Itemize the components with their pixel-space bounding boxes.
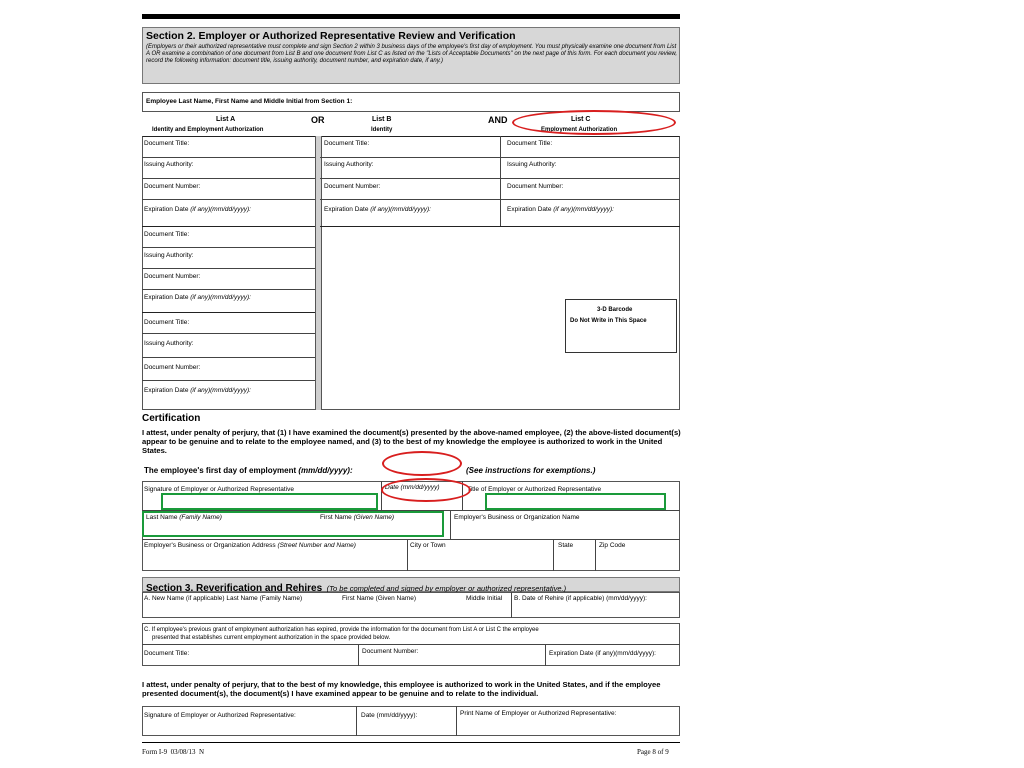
employee-name-label: Employee Last Name, First Name and Middle Initial from Section 1: xyxy=(146,98,353,105)
section3-doc-number[interactable]: Document Number: xyxy=(362,648,419,655)
zip-label[interactable]: Zip Code xyxy=(599,542,626,549)
certification-text: I attest, under penalty of perjury, that (1) I have examined the document(s) presented by the above-named employee, (2) the above-listed document(s) appear to be genuine and to relate to the employee named, and (3) to the best of my knowledge the employee is authorized to work in the United States. xyxy=(142,428,681,455)
first-day-line: The employee's first day of employment (mm/dd/yyyy): xyxy=(144,466,353,475)
top-rule xyxy=(142,14,680,19)
exemptions-note: (See instructions for exemptions.) xyxy=(466,466,596,475)
section3-title-line: Section 3. Reverification and Rehires (To be completed and signed by employer or authorized representative.) xyxy=(146,583,567,594)
a2-issuing[interactable]: Issuing Authority: xyxy=(144,252,194,259)
section3-a-first[interactable]: First Name (Given Name) xyxy=(342,595,417,602)
form-id: Form I-9 03/08/13 N xyxy=(142,748,205,756)
address-label[interactable]: Employer's Business or Organization Address (Street Number and Name) xyxy=(144,542,356,549)
page-number: Page 8 of 9 xyxy=(637,748,669,756)
c-issuing[interactable]: Issuing Authority: xyxy=(507,161,557,168)
list-c-title: List C xyxy=(571,116,591,123)
date-label[interactable]: Date (mm/dd/yyyy) xyxy=(385,484,440,491)
c-doc-number[interactable]: Document Number: xyxy=(507,183,564,190)
section2-title: Section 2. Employer or Authorized Representative Review and Verification xyxy=(146,30,516,42)
name-highlight[interactable] xyxy=(142,511,444,537)
signature-highlight[interactable] xyxy=(161,493,378,510)
a3-exp[interactable]: Expiration Date (if any)(mm/dd/yyyy): xyxy=(144,387,251,394)
section3-c-line2: presented that establishes current employment authorization in the space provided below. xyxy=(152,635,391,641)
section3-b-label[interactable]: B. Date of Rehire (if applicable) (mm/dd/yyyy): xyxy=(514,595,647,602)
section3-exp[interactable]: Expiration Date (if any)(mm/dd/yyyy): xyxy=(549,650,656,657)
a2-exp[interactable]: Expiration Date (if any)(mm/dd/yyyy): xyxy=(144,294,251,301)
section3-date-label[interactable]: Date (mm/dd/yyyy): xyxy=(361,712,418,719)
state-label[interactable]: State xyxy=(558,542,574,549)
section3-print-label[interactable]: Print Name of Employer or Authorized Representative: xyxy=(460,710,617,717)
list-b-sub: Identity xyxy=(371,127,393,133)
a3-doc-number[interactable]: Document Number: xyxy=(144,364,201,371)
city-label[interactable]: City or Town xyxy=(410,542,446,549)
list-b-title: List B xyxy=(372,116,392,123)
a3-doc-title[interactable]: Document Title: xyxy=(144,319,190,326)
a2-doc-number[interactable]: Document Number: xyxy=(144,273,201,280)
section3-a-middle[interactable]: Middle Initial xyxy=(466,595,503,602)
or-label: OR xyxy=(311,115,325,125)
section3-doc-title[interactable]: Document Title: xyxy=(144,650,190,657)
b-doc-number[interactable]: Document Number: xyxy=(324,183,381,190)
a1-doc-number[interactable]: Document Number: xyxy=(144,183,201,190)
b-doc-title[interactable]: Document Title: xyxy=(324,140,370,147)
list-a-title: List A xyxy=(216,116,236,123)
last-name-label[interactable]: Last Name (Family Name) xyxy=(146,514,222,521)
list-c-annotation xyxy=(512,110,676,135)
date-annotation xyxy=(381,478,471,502)
a3-issuing[interactable]: Issuing Authority: xyxy=(144,340,194,347)
c-exp[interactable]: Expiration Date (if any)(mm/dd/yyyy): xyxy=(507,206,614,213)
first-name-label[interactable]: First Name (Given Name) xyxy=(320,514,395,521)
list-a-sub: Identity and Employment Authorization xyxy=(152,127,264,133)
a1-doc-title[interactable]: Document Title: xyxy=(144,140,190,147)
section3-a-label[interactable]: A. New Name (if applicable) Last Name (Family Name) xyxy=(144,595,303,602)
c-doc-title[interactable]: Document Title: xyxy=(507,140,553,147)
a1-issuing[interactable]: Issuing Authority: xyxy=(144,161,194,168)
footer-rule xyxy=(142,742,680,743)
title-highlight[interactable] xyxy=(485,493,666,510)
list-c-sub: Employment Authorization xyxy=(541,127,618,133)
sig-employer-label[interactable]: Signature of Employer or Authorized Representative xyxy=(144,486,294,493)
business-name-label[interactable]: Employer's Business or Organization Name xyxy=(454,514,580,521)
b-exp[interactable]: Expiration Date (if any)(mm/dd/yyyy): xyxy=(324,206,431,213)
section3-c-line1: C. If employee's previous grant of employment authorization has expired, provide the information for the document from List A or List C the employee xyxy=(144,627,539,633)
section3-attest: I attest, under penalty of perjury, that to the best of my knowledge, this employee is authorized to work in the United States, and if the employee presented document(s), the document(s) I have examined appear to be genuine and to relate to the individual. xyxy=(142,680,661,698)
a2-doc-title[interactable]: Document Title: xyxy=(144,231,190,238)
certification-heading: Certification xyxy=(142,413,201,424)
section3-sig-label[interactable]: Signature of Employer or Authorized Representative: xyxy=(144,712,296,719)
section2-instructions: (Employers or their authorized representative must complete and sign Section 2 within 3 business days of the employee's first day of employment. You must physically examine one document from List A OR examine a combination of one document from List B and one document from List C as listed on the "Lists of Acceptable Documents" on the next page of this form. For each document you review, record the following information: document title, issuing authority, document number, and expiration date, if any.) xyxy=(146,44,678,64)
barcode-line2: Do Not Write in This Space xyxy=(570,318,647,324)
and-label: AND xyxy=(488,115,508,125)
title-employer-label[interactable]: Title of Employer or Authorized Representative xyxy=(467,486,602,493)
a1-exp[interactable]: Expiration Date (if any)(mm/dd/yyyy): xyxy=(144,206,251,213)
first-day-annotation[interactable] xyxy=(382,451,462,476)
barcode-line1: 3-D Barcode xyxy=(597,307,633,313)
b-issuing[interactable]: Issuing Authority: xyxy=(324,161,374,168)
